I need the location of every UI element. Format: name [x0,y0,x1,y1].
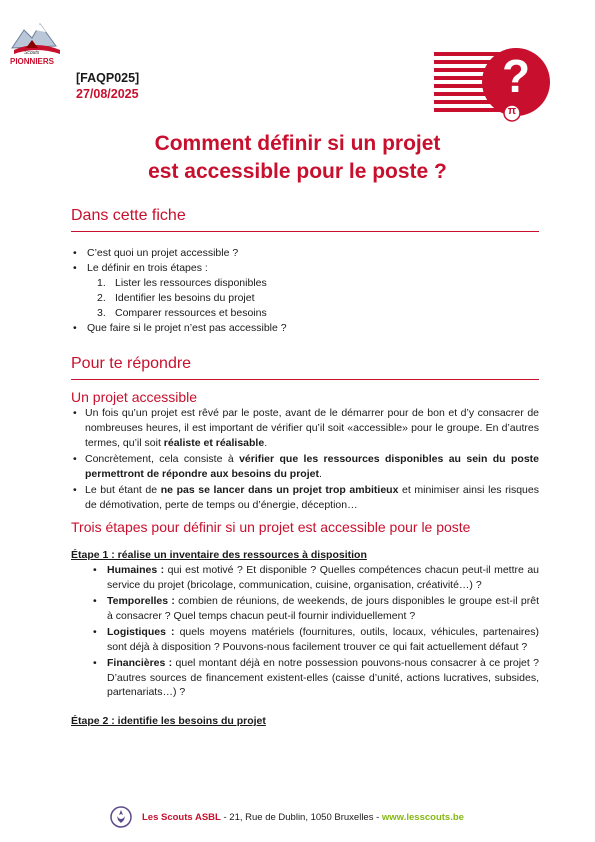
toc-item: • Le définir en trois étapes : [71,261,541,276]
toc-subitem-label: Identifier les besoins du projet [115,292,255,304]
paragraph-2 [71,452,539,482]
resource-text: quel montant déjà en notre possession pouvons-nous consacrer à ce projet ? D’autres sources de financement existent-elles (caisse d’unité, actions lucratives, subsides, partenariats…) ? [107,657,539,698]
page-title [60,130,535,186]
toc-item: • C’est quoi un projet accessible ? [71,246,541,261]
answer-heading: Pour te répondre [71,355,539,380]
logo-text: PIONNIERS [10,57,55,66]
resource-text: quels moyens matériels (fournitures, outils, locaux, véhicules, partenaires) sont déjà à disposition ? Pouvons-nous facilement trouver ce qui fait actuellement défaut ? [107,626,539,653]
p3-text: Le but étant de [85,484,161,496]
resource-label: Temporelles : [107,595,175,607]
p1-text: Un fois qu’un projet est rêvé par le poste, avant de le démarrer pour de bon et d’y consacrer de nombreuses heures, il est important de vérifier qu’il soit «accessible» pour le groupe. En d’autres termes, qu’il soit [85,407,539,449]
toc-subitem [71,306,541,321]
p2-text: Concrètement, cela consiste à [85,453,240,465]
toc-subitem-label: Comparer ressources et besoins [115,307,267,319]
resource-logistics [92,625,539,654]
paragraph-1 [71,406,539,451]
toc-subitem [71,291,541,306]
step-1-title: Étape 1 : réalise un inventaire des ressources à disposition [71,549,367,561]
question-icon [432,44,552,128]
toc-item: • Que faire si le projet n’est pas accessible ? [71,321,541,336]
toc-subitem [71,276,541,291]
title-line-2: est accessible pour le poste ? [148,160,447,183]
toc-number: 2. [97,292,106,304]
resource-label: Financières : [107,657,173,669]
resource-label: Humaines : [107,564,165,576]
resource-time [92,594,539,623]
logo-small-text: Scouts [24,50,40,56]
p3-end: et minimiser ainsi les risques de démotivation, perte de temps ou d’énergie, déception… [85,484,539,511]
footer [110,806,490,830]
scouts-emblem-icon [110,806,132,828]
p3-bold: ne pas se lancer dans un projet trop ambitieux [160,484,399,496]
toc-heading: Dans cette fiche [71,207,539,232]
footer-org: Les Scouts ASBL [142,812,221,823]
resource-text: qui est motivé ? Et disponible ? Quelles compétences chacun peut-il mettre au service du projet (bricolage, communication, cuisine, organisation, créativité…) ? [107,564,539,591]
step-2-title: Étape 2 : identifie les besoins du projet [71,715,266,727]
p1-end: . [264,437,268,449]
toc-number: 1. [97,277,106,289]
resources-list [92,563,539,702]
toc-number: 3. [97,307,106,319]
p2-end: . [318,468,322,480]
question-mark: ? [501,50,531,102]
toc-subitem-label: Lister les ressources disponibles [115,277,267,289]
footer-text [142,812,464,823]
resource-human [92,563,539,592]
pi-symbol: π [507,105,517,117]
accessible-bullets [71,406,539,514]
paragraph-3 [71,483,539,513]
subheading-accessible: Un projet accessible [71,389,198,405]
resource-label: Logistiques : [107,626,175,638]
title-line-1: Comment définir si un projet [154,132,441,155]
toc-list [71,246,541,336]
resource-finance [92,656,539,700]
p2-bold: vérifier que les ressources disponibles au sein du poste permettront de répondre aux besoins du projet [85,453,539,480]
reference-code: [FAQP025] [76,71,140,85]
resource-text: combien de réunions, de weekends, de jours disponibles le groupe est-il prêt à consacrer ? Quel temps chacun peut-il fournir individuellement ? [107,595,539,622]
reference-date: 27/08/2025 [76,87,139,101]
p1-bold: réaliste et réalisable [163,437,265,449]
reference-block [76,70,139,102]
footer-url[interactable]: www.lesscouts.be [381,812,464,823]
footer-address: - 21, Rue de Dublin, 1050 Bruxelles - [220,812,382,823]
subheading-three-steps: Trois étapes pour définir si un projet est accessible pour le poste [71,519,471,535]
pionniers-logo [8,18,64,68]
